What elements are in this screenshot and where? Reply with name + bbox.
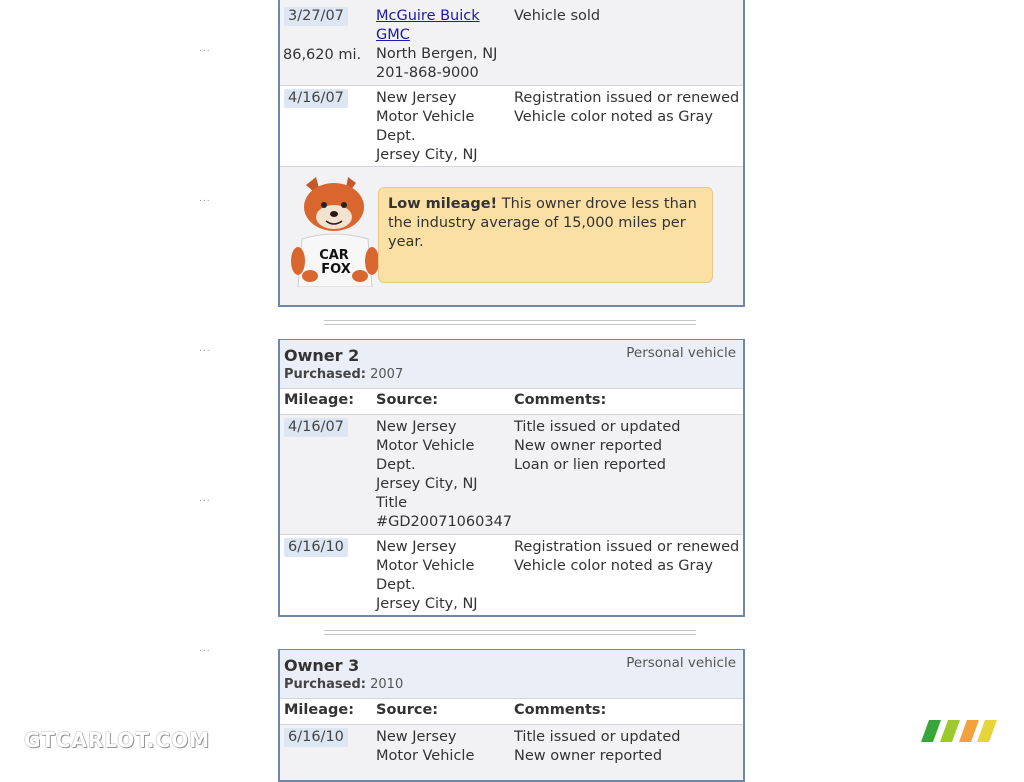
- alert-text: Low mileage! This owner drove less than the industry average of 15,000 miles per year.: [388, 196, 697, 250]
- margin-dots: ...: [199, 44, 211, 54]
- record-source: New Jersey Motor Vehicle Dept. Jersey City, NJ Title #GD20071060347: [376, 419, 513, 530]
- record-source: New Jersey Motor Vehicle Dept. Jersey City, NJ: [376, 539, 478, 612]
- section-divider: [324, 630, 696, 635]
- svg-text:CAR: CAR: [319, 248, 349, 263]
- comments-header: Comments:: [514, 392, 607, 408]
- owner3-panel: [278, 649, 745, 782]
- owner-purchased: Purchased: 2010: [284, 677, 404, 692]
- owner-type: Personal vehicle: [626, 655, 736, 671]
- margin-dots: ...: [199, 344, 211, 354]
- carfox-mascot-icon: [288, 175, 382, 287]
- record-comments: Vehicle sold: [514, 8, 601, 24]
- column-headers: [280, 698, 743, 724]
- record-comments: Registration issued or renewed Vehicle color noted as Gray: [514, 90, 740, 125]
- svg-text:FOX: FOX: [321, 262, 351, 277]
- mileage-header: Mileage:: [284, 702, 355, 718]
- source-header: Source:: [376, 392, 439, 408]
- column-headers: [280, 388, 743, 414]
- margin-dots: ...: [199, 194, 211, 204]
- watermark-text: GTCARLOT.COM: [24, 728, 211, 752]
- section-divider: [324, 320, 696, 325]
- source-header: Source:: [376, 702, 439, 718]
- record-source: New Jersey Motor Vehicle: [376, 729, 475, 764]
- record-date: 6/16/10: [284, 538, 348, 557]
- history-record: [280, 0, 743, 85]
- record-source: McGuire Buick GMC North Bergen, NJ 201-868-9000: [376, 8, 498, 81]
- owner2-panel: [278, 339, 745, 617]
- history-record: [280, 414, 743, 534]
- record-date: 4/16/07: [284, 89, 348, 108]
- mileage-header: Mileage:: [284, 392, 355, 408]
- record-comments: Title issued or updated New owner reported: [514, 729, 681, 764]
- margin-dots: ...: [199, 644, 211, 654]
- record-date: 6/16/10: [284, 728, 348, 747]
- owner-header: [280, 340, 743, 388]
- record-source: New Jersey Motor Vehicle Dept. Jersey City, NJ: [376, 90, 478, 163]
- margin-dots: ...: [199, 494, 211, 504]
- owner-title: Owner 2: [284, 346, 360, 365]
- comments-header: Comments:: [514, 702, 607, 718]
- record-mileage: 86,620 mi.: [283, 47, 362, 63]
- history-record: [280, 85, 743, 166]
- owner-purchased: Purchased: 2007: [284, 367, 404, 382]
- brand-stripes-icon: [921, 720, 997, 742]
- alert-callout: [378, 187, 713, 283]
- low-mileage-alert: [280, 166, 743, 306]
- owner-header: [280, 650, 743, 698]
- record-date: 3/27/07: [284, 7, 348, 26]
- history-record: [280, 534, 743, 616]
- record-date: 4/16/07: [284, 418, 348, 437]
- dealer-link[interactable]: McGuire Buick GMC: [376, 8, 480, 43]
- record-comments: Registration issued or renewed Vehicle color noted as Gray: [514, 539, 740, 574]
- owner-type: Personal vehicle: [626, 345, 736, 361]
- owner-title: Owner 3: [284, 656, 360, 675]
- record-comments: Title issued or updated New owner reported Loan or lien reported: [514, 419, 681, 473]
- history-record: [280, 724, 743, 782]
- owner1-panel: [278, 0, 745, 307]
